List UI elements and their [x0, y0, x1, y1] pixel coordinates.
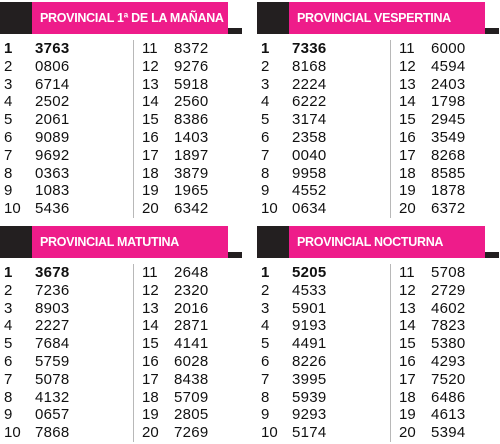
result-row [134, 76, 238, 94]
result-number: 6000 [431, 40, 466, 57]
result-row [257, 371, 377, 389]
result-number: 2016 [174, 299, 209, 317]
panel-title: PROVINCIAL NOCTURNA [297, 235, 444, 249]
result-number: 4491 [292, 335, 327, 353]
result-number: 2648 [174, 264, 209, 281]
result-row [391, 335, 495, 353]
result-row [391, 389, 495, 407]
result-position: 9 [4, 406, 13, 424]
result-row [391, 165, 495, 183]
panel-header [257, 226, 499, 258]
results-column-right [390, 40, 495, 218]
result-position: 16 [399, 128, 416, 146]
result-number: 6028 [174, 352, 209, 370]
result-number: 1798 [431, 93, 466, 111]
result-row [391, 424, 495, 442]
result-position: 11 [399, 40, 415, 57]
result-row [391, 111, 495, 129]
result-row [0, 406, 120, 424]
result-row [391, 282, 495, 300]
result-number: 4613 [431, 406, 466, 424]
result-position: 5 [261, 335, 270, 353]
result-position: 20 [399, 200, 416, 218]
result-number: 5394 [431, 424, 466, 442]
result-position: 13 [142, 299, 159, 317]
result-position: 6 [4, 128, 13, 146]
result-number: 0040 [292, 146, 327, 164]
result-position: 6 [4, 352, 13, 370]
header-dark-tail [485, 252, 499, 258]
result-row [391, 200, 495, 218]
result-position: 19 [142, 406, 159, 424]
panel-title: PROVINCIAL MATUTINA [40, 235, 179, 249]
result-row [257, 182, 377, 200]
result-number: 5708 [431, 264, 466, 281]
result-position: 18 [142, 164, 159, 182]
result-position: 11 [142, 264, 158, 281]
result-number: 6222 [292, 93, 327, 111]
result-row [391, 300, 495, 318]
result-position: 4 [261, 93, 270, 111]
panel-provincial-nocturna [257, 226, 499, 444]
result-row [257, 129, 377, 147]
result-position: 18 [399, 164, 416, 182]
result-position: 17 [142, 370, 159, 388]
result-number: 2871 [174, 317, 209, 335]
result-row [134, 424, 238, 442]
result-position: 12 [399, 57, 416, 75]
result-row [134, 111, 238, 129]
result-number: 2227 [35, 317, 70, 335]
result-row [257, 200, 377, 218]
result-position: 3 [4, 75, 13, 93]
result-position: 9 [261, 406, 270, 424]
result-position: 2 [261, 57, 270, 75]
results-column-left [257, 40, 377, 218]
result-row [391, 264, 495, 282]
result-number: 8903 [35, 299, 70, 317]
result-row [257, 111, 377, 129]
result-row [0, 335, 120, 353]
results-column-left [257, 264, 377, 442]
header-dark-tail [485, 28, 499, 34]
result-row [391, 40, 495, 58]
result-row [257, 389, 377, 407]
result-position: 1 [261, 40, 270, 57]
result-position: 12 [142, 281, 159, 299]
result-row [0, 129, 120, 147]
result-number: 2729 [431, 281, 466, 299]
result-number: 9692 [35, 146, 70, 164]
result-row [134, 165, 238, 183]
result-position: 18 [399, 388, 416, 406]
result-position: 16 [399, 352, 416, 370]
result-position: 18 [142, 388, 159, 406]
result-position: 4 [4, 93, 13, 111]
result-row [0, 40, 120, 58]
result-position: 7 [4, 146, 13, 164]
result-position: 4 [4, 317, 13, 335]
result-row [0, 300, 120, 318]
result-row [0, 76, 120, 94]
result-number: 0657 [35, 406, 70, 424]
result-row [134, 353, 238, 371]
panel-provincial-matutina [0, 226, 242, 444]
result-number: 9958 [292, 164, 327, 182]
result-number: 3174 [292, 111, 327, 129]
result-row [391, 93, 495, 111]
result-position: 15 [142, 335, 159, 353]
result-row [134, 264, 238, 282]
result-number: 5436 [35, 200, 70, 218]
result-row [391, 129, 495, 147]
result-number: 4141 [174, 335, 209, 353]
result-row [0, 182, 120, 200]
result-number: 2061 [35, 111, 70, 129]
result-row [134, 129, 238, 147]
header-dark-block [257, 226, 289, 258]
result-number: 5759 [35, 352, 70, 370]
result-row [257, 424, 377, 442]
result-number: 4594 [431, 57, 466, 75]
result-position: 9 [4, 182, 13, 200]
result-number: 7520 [431, 370, 466, 388]
result-row [257, 147, 377, 165]
result-position: 12 [399, 281, 416, 299]
result-position: 20 [142, 424, 159, 442]
result-position: 15 [142, 111, 159, 129]
result-position: 20 [142, 200, 159, 218]
result-position: 13 [399, 299, 416, 317]
result-number: 3763 [35, 40, 70, 57]
result-row [257, 165, 377, 183]
result-row [134, 147, 238, 165]
result-position: 2 [261, 281, 270, 299]
result-row [134, 200, 238, 218]
results-column-left [0, 264, 120, 442]
result-position: 5 [4, 335, 13, 353]
result-row [257, 40, 377, 58]
result-row [134, 40, 238, 58]
result-row [134, 58, 238, 76]
result-position: 1 [4, 40, 13, 57]
result-row [134, 406, 238, 424]
results-column-right [390, 264, 495, 442]
result-position: 17 [399, 370, 416, 388]
result-number: 2502 [35, 93, 70, 111]
header-dark-tail [228, 252, 242, 258]
result-number: 1965 [174, 182, 209, 200]
result-number: 2224 [292, 75, 327, 93]
result-position: 20 [399, 424, 416, 442]
result-number: 2320 [174, 281, 209, 299]
result-position: 15 [399, 111, 416, 129]
result-number: 9293 [292, 406, 327, 424]
result-number: 7868 [35, 424, 70, 442]
result-number: 1083 [35, 182, 70, 200]
header-dark-block [0, 2, 32, 34]
result-number: 1897 [174, 146, 209, 164]
result-position: 12 [142, 57, 159, 75]
result-row [391, 317, 495, 335]
result-row [257, 93, 377, 111]
result-row [0, 424, 120, 442]
result-row [0, 93, 120, 111]
result-position: 3 [261, 299, 270, 317]
result-row [257, 406, 377, 424]
result-position: 7 [261, 146, 270, 164]
result-position: 1 [4, 264, 13, 281]
result-number: 5205 [292, 264, 327, 281]
result-position: 14 [399, 93, 416, 111]
result-number: 5380 [431, 335, 466, 353]
result-position: 14 [399, 317, 416, 335]
result-number: 5174 [292, 424, 327, 442]
result-number: 5709 [174, 388, 209, 406]
result-position: 14 [142, 317, 159, 335]
result-row [257, 317, 377, 335]
result-row [391, 182, 495, 200]
result-row [257, 335, 377, 353]
result-number: 4293 [431, 352, 466, 370]
result-number: 5918 [174, 75, 209, 93]
result-row [257, 353, 377, 371]
result-position: 9 [261, 182, 270, 200]
result-position: 16 [142, 352, 159, 370]
result-position: 19 [399, 182, 416, 200]
result-number: 9089 [35, 128, 70, 146]
result-row [134, 371, 238, 389]
result-number: 6714 [35, 75, 70, 93]
result-number: 1878 [431, 182, 466, 200]
result-position: 10 [4, 424, 21, 442]
result-number: 9193 [292, 317, 327, 335]
results-column-left [0, 40, 120, 218]
result-position: 2 [4, 281, 13, 299]
panel-header [0, 2, 242, 34]
result-number: 8585 [431, 164, 466, 182]
result-number: 4552 [292, 182, 327, 200]
result-row [257, 58, 377, 76]
panel-title: PROVINCIAL VESPERTINA [297, 11, 451, 25]
result-number: 3549 [431, 128, 466, 146]
result-number: 8386 [174, 111, 209, 129]
result-number: 4132 [35, 388, 70, 406]
result-row [134, 93, 238, 111]
result-number: 0634 [292, 200, 327, 218]
result-row [0, 282, 120, 300]
result-position: 3 [261, 75, 270, 93]
result-row [257, 264, 377, 282]
result-number: 1403 [174, 128, 209, 146]
result-row [0, 165, 120, 183]
result-position: 4 [261, 317, 270, 335]
result-number: 6486 [431, 388, 466, 406]
result-position: 11 [399, 264, 415, 281]
result-position: 16 [142, 128, 159, 146]
result-row [134, 389, 238, 407]
result-row [0, 147, 120, 165]
result-position: 17 [142, 146, 159, 164]
result-row [391, 147, 495, 165]
result-position: 13 [399, 75, 416, 93]
result-number: 5078 [35, 370, 70, 388]
result-number: 7336 [292, 40, 327, 57]
result-row [134, 317, 238, 335]
result-row [0, 264, 120, 282]
result-number: 7269 [174, 424, 209, 442]
result-number: 2945 [431, 111, 466, 129]
result-number: 7823 [431, 317, 466, 335]
result-number: 8438 [174, 370, 209, 388]
result-number: 2560 [174, 93, 209, 111]
result-number: 4602 [431, 299, 466, 317]
result-position: 8 [261, 388, 270, 406]
result-position: 5 [4, 111, 13, 129]
result-number: 7236 [35, 281, 70, 299]
result-position: 19 [142, 182, 159, 200]
panel-title: PROVINCIAL 1ª DE LA MAÑANA [40, 11, 224, 25]
result-row [0, 371, 120, 389]
result-row [257, 300, 377, 318]
result-row [134, 282, 238, 300]
result-position: 10 [261, 200, 278, 218]
result-number: 7684 [35, 335, 70, 353]
result-row [257, 76, 377, 94]
result-position: 19 [399, 406, 416, 424]
result-row [391, 371, 495, 389]
panel-header [257, 2, 499, 34]
result-position: 17 [399, 146, 416, 164]
result-position: 2 [4, 57, 13, 75]
result-position: 3 [4, 299, 13, 317]
result-row [0, 389, 120, 407]
result-position: 8 [4, 164, 13, 182]
result-number: 3879 [174, 164, 209, 182]
result-number: 2358 [292, 128, 327, 146]
result-position: 8 [261, 164, 270, 182]
result-position: 6 [261, 352, 270, 370]
results-column-right [133, 264, 238, 442]
result-row [391, 353, 495, 371]
result-row [134, 182, 238, 200]
result-row [134, 335, 238, 353]
result-number: 2805 [174, 406, 209, 424]
result-row [0, 317, 120, 335]
header-dark-block [257, 2, 289, 34]
result-position: 13 [142, 75, 159, 93]
result-number: 5939 [292, 388, 327, 406]
result-position: 1 [261, 264, 270, 281]
result-position: 15 [399, 335, 416, 353]
header-dark-tail [228, 28, 242, 34]
result-number: 0363 [35, 164, 70, 182]
result-number: 8372 [174, 40, 209, 57]
result-number: 6342 [174, 200, 209, 218]
result-number: 9276 [174, 57, 209, 75]
result-position: 7 [261, 370, 270, 388]
result-number: 5901 [292, 299, 327, 317]
result-row [0, 200, 120, 218]
result-row [391, 406, 495, 424]
result-row [0, 111, 120, 129]
result-position: 11 [142, 40, 158, 57]
panel-provincial-primera-manana [0, 2, 242, 220]
result-number: 2403 [431, 75, 466, 93]
result-number: 6372 [431, 200, 466, 218]
result-number: 0806 [35, 57, 70, 75]
result-row [391, 58, 495, 76]
result-row [0, 353, 120, 371]
result-position: 5 [261, 111, 270, 129]
header-dark-block [0, 226, 32, 258]
result-number: 4533 [292, 281, 327, 299]
result-number: 8268 [431, 146, 466, 164]
result-row [0, 58, 120, 76]
result-position: 10 [4, 200, 21, 218]
result-position: 8 [4, 388, 13, 406]
result-position: 6 [261, 128, 270, 146]
result-position: 14 [142, 93, 159, 111]
result-row [134, 300, 238, 318]
panel-provincial-vespertina [257, 2, 499, 220]
result-position: 7 [4, 370, 13, 388]
result-number: 3678 [35, 264, 70, 281]
results-column-right [133, 40, 238, 218]
panel-header [0, 226, 242, 258]
result-number: 8226 [292, 352, 327, 370]
result-row [257, 282, 377, 300]
result-number: 3995 [292, 370, 327, 388]
result-number: 8168 [292, 57, 327, 75]
result-position: 10 [261, 424, 278, 442]
result-row [391, 76, 495, 94]
